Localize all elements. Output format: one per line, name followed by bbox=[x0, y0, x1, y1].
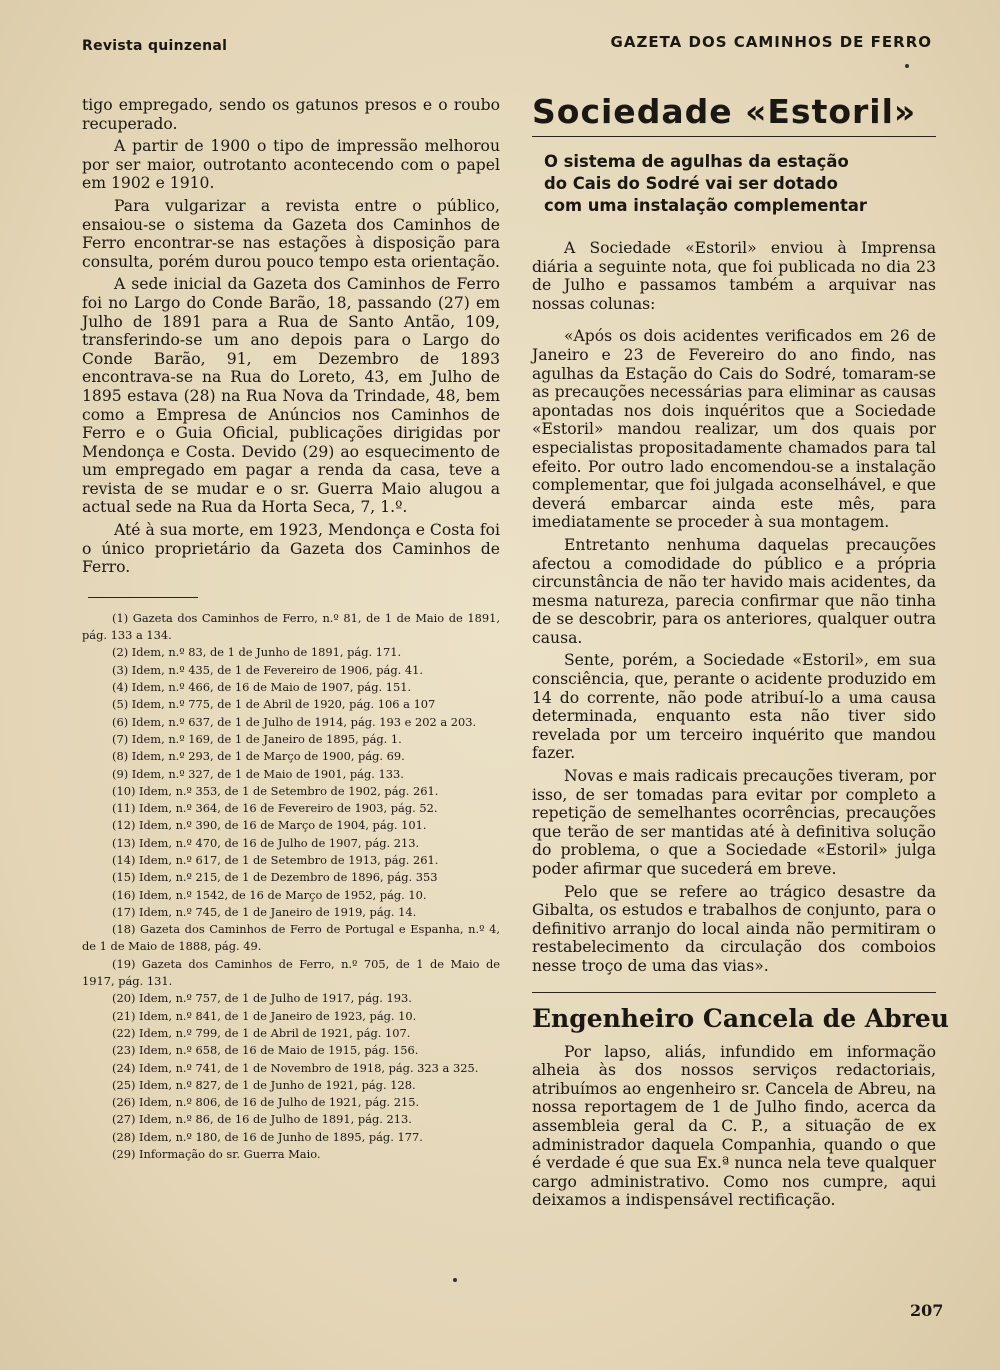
footnote: (4) Idem, n.º 466, de 16 de Maio de 1907, pág. 151. bbox=[112, 680, 412, 695]
article-title: Sociedade «Estoril» bbox=[532, 92, 917, 131]
footnote: (14) Idem, n.º 617, de 1 de Setembro de 1913, pág. 261. bbox=[112, 853, 439, 867]
footnote: (13) Idem, n.º 470, de 16 de Julho de 1907, pág. 213. bbox=[112, 835, 420, 850]
paragraph: Para vulgarizar a revista entre o público, ensaiou-se o sistema da Gazeta dos Caminhos de Ferro encontrar-se nas estações à disposição para consulta, porém durou pouco tempo esta orientação. bbox=[82, 196, 500, 271]
article-title: Engenheiro Cancela de Abreu bbox=[532, 1003, 949, 1033]
footnote: (25) Idem, n.º 827, de 1 de Junho de 1921, pág. 128. bbox=[112, 1077, 416, 1092]
footnote: (21) Idem, n.º 841, de 1 de Janeiro de 1923, pág. 10. bbox=[112, 1008, 417, 1023]
footnote: (1) Gazeta dos Caminhos de Ferro, n.º 81, de 1 de Maio de 1891, pág. 133 a 134. bbox=[82, 610, 500, 643]
footnote: (19) Gazeta dos Caminhos de Ferro, n.º 705, de 1 de Maio de 1917, pág. 131. bbox=[82, 956, 500, 989]
paragraph: Entretanto nenhuma daquelas precauções afectou a comodidade do público e a própria circunstância de não ter havido mais acidentes, da mesma natureza, parecia confirmar que não tinha de se descobrir, para os anteriores, qualquer outra causa. bbox=[532, 535, 936, 647]
footnote: (5) Idem, n.º 775, de 1 de Abril de 1920, pág. 106 a 107 bbox=[112, 697, 436, 712]
left-column-body bbox=[82, 96, 500, 577]
paragraph: «Após os dois acidentes verificados em 26 de Janeiro e 23 de Fevereiro do ano findo, nas agulhas da Estação do Cais do Sodré, tomaram-se as precauções necessárias para eliminar as causas apontadas nos dois inquéritos que a Sociedade «Estoril» mandou realizar, um dos quais por especialistas propositadamente chamados para tal efeito. Por outro lado encomendou-se a instalação complementar, que foi julgada aconselhável, e que deverá embarcar ainda este mês, para imediatamente se proceder à sua montagem. bbox=[532, 327, 936, 532]
paragraph: Pelo que se refere ao trágico desastre da Gibalta, os estudos e trabalhos de conjunto, para o definitivo arranjo do local ainda não permitiram o restabelecimento da circulação dos comboios nesse troço de uma das vias». bbox=[532, 882, 936, 975]
footnote: (22) Idem, n.º 799, de 1 de Abril de 1921, pág. 107. bbox=[112, 1025, 411, 1040]
footnote: (20) Idem, n.º 757, de 1 de Julho de 1917, pág. 193. bbox=[112, 991, 412, 1006]
footnote: (26) Idem, n.º 806, de 16 de Julho de 1921, pág. 215. bbox=[112, 1095, 420, 1110]
article-divider bbox=[532, 992, 936, 993]
article-estoril bbox=[532, 88, 936, 976]
paragraph: A Sociedade «Estoril» enviou à Imprensa diária a seguinte nota, que foi publicada no dia 23 de Julho e passamos também a arquivar nas nossas colunas: bbox=[532, 239, 936, 313]
left-column bbox=[82, 96, 500, 1163]
subtitle-line: O sistema de agulhas da estação bbox=[544, 152, 849, 171]
footnote: (7) Idem, n.º 169, de 1 de Janeiro de 1895, pág. 1. bbox=[112, 731, 402, 746]
footnote: (3) Idem, n.º 435, de 1 de Fevereiro de 1906, pág. 41. bbox=[112, 662, 423, 677]
paragraph: tigo empregado, sendo os gatunos presos e o roubo recuperado. bbox=[82, 96, 500, 133]
article-body bbox=[532, 1043, 936, 1210]
footnote: (2) Idem, n.º 83, de 1 de Junho de 1891, pág. 171. bbox=[112, 645, 402, 660]
page-number: 207 bbox=[910, 1301, 944, 1320]
footnotes bbox=[82, 610, 500, 1164]
footnote: (29) Informação do sr. Guerra Maio. bbox=[112, 1147, 321, 1162]
footnote: (11) Idem, n.º 364, de 16 de Fevereiro de 1903, pág. 52. bbox=[112, 801, 438, 816]
footnote: (16) Idem, n.º 1542, de 16 de Março de 1952, pág. 10. bbox=[112, 887, 427, 902]
header-right: GAZETA DOS CAMINHOS DE FERRO bbox=[610, 33, 932, 51]
footnote: (15) Idem, n.º 215, de 1 de Dezembro de 1896, pág. 353 bbox=[112, 870, 438, 885]
footnote: (12) Idem, n.º 390, de 16 de Março de 1904, pág. 101. bbox=[112, 818, 427, 833]
header-left: Revista quinzenal bbox=[82, 38, 228, 54]
title-rule bbox=[532, 136, 936, 137]
footnote: (6) Idem, n.º 637, de 1 de Julho de 1914, pág. 193 e 202 a 203. bbox=[112, 714, 477, 729]
footnote: (27) Idem, n.º 86, de 16 de Julho de 1891, pág. 213. bbox=[112, 1112, 412, 1127]
paragraph: Novas e mais radicais precauções tiveram, por isso, de ser tomadas para evitar por completo a repetição de semelhantes ocorrências, precauções que terão de ser mantidas até à definitiva solução do problema, o que a Sociedade «Estoril» julga poder afirmar que sucederá em breve. bbox=[532, 767, 936, 878]
paragraph: Por lapso, aliás, infundido em informação alheia às dos nossos serviços redactoriais, atribuímos ao engenheiro sr. Cancela de Abreu, na nossa reportagem de 1 de Julho findo, acerca da assembleia geral da C. P., a situação de ex administrador daquela Companhia, quando o que é verdade é que sua Ex.ª nunca nela teve qualquer cargo administrativo. Como nos cumpre, aqui deixamos a indispensável rectificação. bbox=[532, 1042, 936, 1210]
footnote: (10) Idem, n.º 353, de 1 de Setembro de 1902, pág. 261. bbox=[112, 783, 439, 798]
paragraph: Sente, porém, a Sociedade «Estoril», em sua consciência, que, perante o acidente produzido em 14 do corrente, não pode atribuí-lo a uma causa determinada, enquanto esta não tiver sido revelada por um terceiro inquérito que mandou fazer. bbox=[532, 651, 936, 763]
footnote-divider bbox=[88, 597, 198, 598]
footnote: (23) Idem, n.º 658, de 16 de Maio de 1915, pág. 156. bbox=[112, 1043, 419, 1058]
print-mark bbox=[453, 1278, 457, 1282]
subtitle-line: com uma instalação complementar bbox=[544, 196, 868, 215]
right-column bbox=[532, 88, 949, 1214]
article-subtitle bbox=[544, 151, 936, 217]
footnote: (9) Idem, n.º 327, de 1 de Maio de 1901, pág. 133. bbox=[112, 766, 404, 781]
footnote: (18) Gazeta dos Caminhos de Ferro de Portugal e Espanha, n.º 4, de 1 de Maio de 1888, pág. 49. bbox=[82, 922, 500, 954]
article-cancela-de-abreu bbox=[532, 1001, 949, 1210]
paragraph: A partir de 1900 o tipo de impressão melhorou por ser maior, outrotanto acontecendo com o papel em 1902 e 1910. bbox=[82, 137, 500, 193]
subtitle-line: do Cais do Sodré vai ser dotado bbox=[544, 174, 838, 193]
article-body bbox=[532, 239, 936, 976]
footnote: (17) Idem, n.º 745, de 1 de Janeiro de 1919, pág. 14. bbox=[112, 904, 417, 919]
footnote: (24) Idem, n.º 741, de 1 de Novembro de 1918, pág. 323 a 325. bbox=[112, 1060, 479, 1075]
footnote: (28) Idem, n.º 180, de 16 de Junho de 1895, pág. 177. bbox=[112, 1129, 423, 1144]
paragraph: Até à sua morte, em 1923, Mendonça e Costa foi o único proprietário da Gazeta dos Caminhos de Ferro. bbox=[82, 521, 500, 577]
paragraph: A sede inicial da Gazeta dos Caminhos de Ferro foi no Largo do Conde Barão, 18, passando (27) em Julho de 1891 para a Rua de Santo Antão, 109, transferindo-se um ano depois para o Largo do Conde Barão, 91, em Dezembro de 1893 encontrava-se na Rua do Loreto, 43, em Julho de 1895 estava (28) na Rua Nova da Trindade, 48, bem como a Empresa de Anúncios nos Caminhos de Ferro e o Guia Oficial, publicações dirigidas por Mendonça e Costa. Devido (29) ao esquecimento de um empregado em pagar a renda da casa, teve a revista de se mudar e o sr. Guerra Maio alugou a actual sede na Rua da Horta Seca, 7, 1.º. bbox=[82, 275, 500, 517]
print-mark bbox=[905, 64, 909, 68]
footnote: (8) Idem, n.º 293, de 1 de Março de 1900, pág. 69. bbox=[112, 749, 405, 764]
